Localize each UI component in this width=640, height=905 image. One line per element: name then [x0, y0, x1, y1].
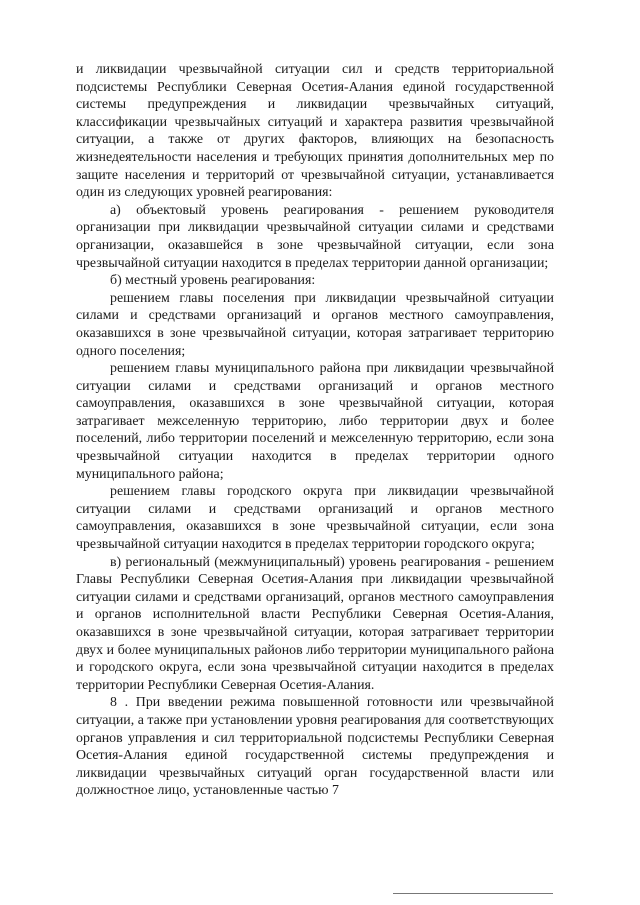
paragraph: и ликвидации чрезвычайной ситуации сил и средств территориальной подсистемы Республики Северная Осетия-Алания единой государственной системы предупреждения и ликвидации чрезвычайных ситуаций, классификации чрезвычайных ситуаций и характера развития чрезвычайной ситуации, а также от других факторов, влияющих на безопасность жизнедеятельности населения и требующих принятия дополнительных мер по защите населения и территорий от чрезвычайной ситуации, устанавливается один из следующих уровней реагирования:: [76, 62, 554, 201]
paragraph: в) региональный (межмуниципальный) уровень реагирования - решением Главы Республики Северная Осетия-Алания при ликвидации чрезвычайной ситуации силами и средствами организаций, органов местного самоуправления и органов исполнительной власти Республики Северная Осетия-Алания, оказавшихся в зоне чрезвычайной ситуации, которая затрагивает территории двух и более муниципальных районов либо территории муниципального района и городского округа, если зона чрезвычайной ситуации находится в пределах территории Республики Северная Осетия-Алания.: [76, 554, 554, 693]
paragraph: решением главы муниципального района при ликвидации чрезвычайной ситуации силами и средствами организаций и органов местного самоуправления, оказавшихся в зоне чрезвычайной ситуации, которая затрагивает межселенную территорию, либо территории двух и более поселений, либо территории поселений и межселенную территорию, если зона чрезвычайной ситуации находится в пределах территории одного муниципального района;: [76, 361, 554, 482]
bottom-divider: [393, 893, 553, 894]
paragraph: решением главы поселения при ликвидации чрезвычайной ситуации силами и средствами организаций и органов местного самоуправления, оказавшихся в зоне чрезвычайной ситуации, которая затрагивает территорию одного поселения;: [76, 290, 554, 359]
paragraph: решением главы городского округа при ликвидации чрезвычайной ситуации силами и средствами организаций и органов местного самоуправления, оказавшихся в зоне чрезвычайной ситуации, если зона чрезвычайной ситуации находится в пределах территории городского округа;: [76, 484, 554, 553]
paragraph: а) объектовый уровень реагирования - решением руководителя организации при ликвидации чрезвычайной ситуации силами и средствами организации, оказавшейся в зоне чрезвычайной ситуации, если зона чрезвычайной ситуации находится в пределах территории данной организации;: [76, 202, 554, 271]
document-body: [76, 61, 554, 800]
paragraph: 8 . При введении режима повышенной готовности или чрезвычайной ситуации, а также при установлении уровня реагирования для соответствующих органов управления и сил территориальной подсистемы Республики Северная Осетия-Алания единой государственной системы предупреждения и ликвидации чрезвычайных ситуаций орган государственной власти или должностное лицо, установленные частью 7: [76, 695, 554, 799]
paragraph: б) местный уровень реагирования:: [110, 273, 316, 289]
